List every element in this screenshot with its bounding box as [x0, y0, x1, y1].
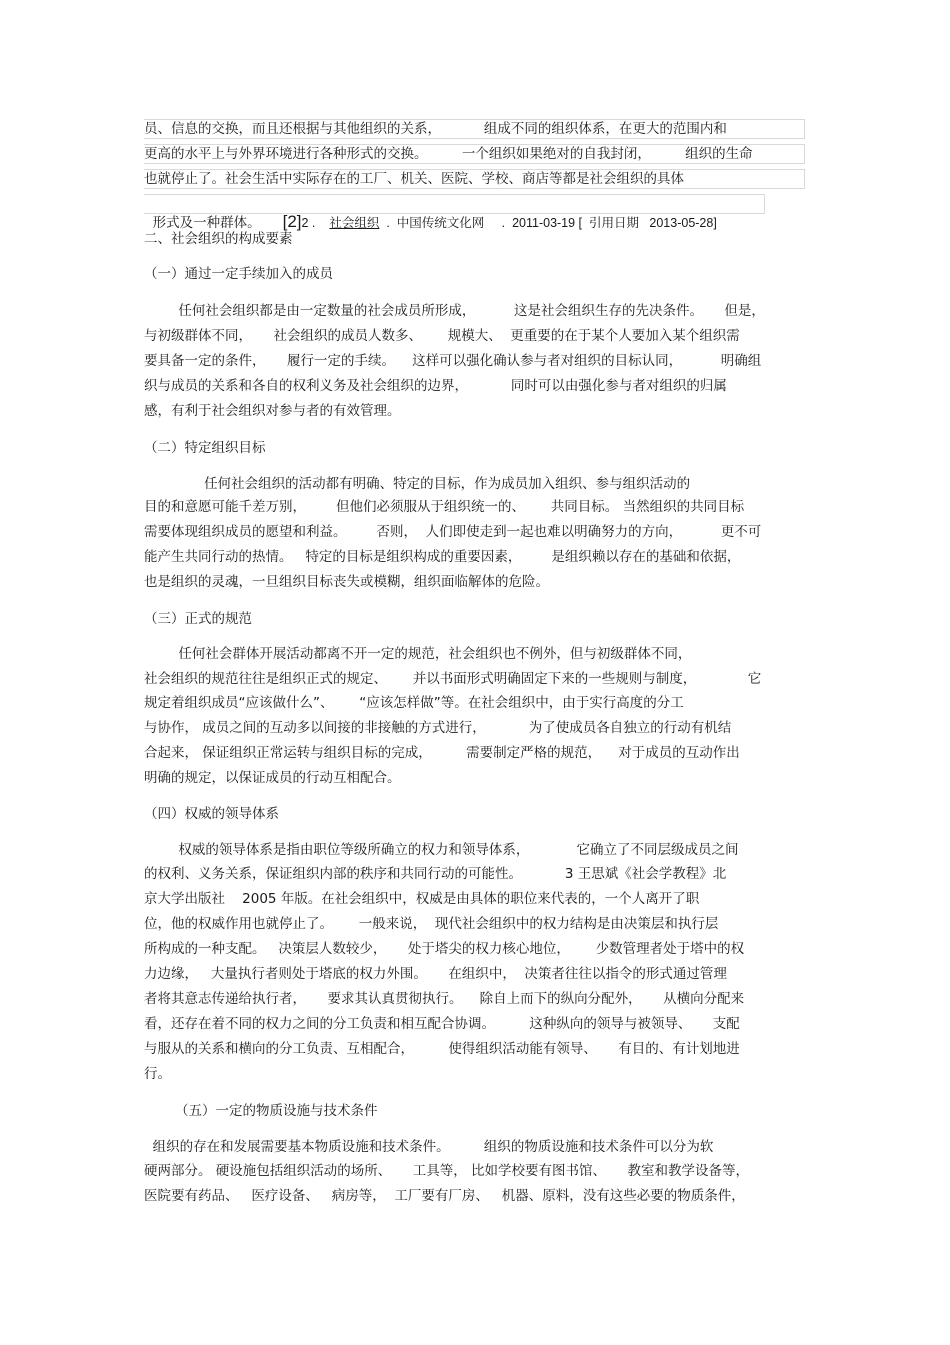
s3-line: 与协作， 成员之间的互动多以间接的非接触的方式进行， 为了使成员各自独立的行动有机结 — [144, 720, 732, 736]
s4-line: 力边缘， 大量执行者则处于塔底的权力外围。 在组织中， 决策者往往以指令的形式通过管理 — [144, 966, 727, 982]
s3-line: 明确的规定，以保证成员的行动互相配合。 — [144, 770, 401, 786]
s4-line: 权威的领导体系是指由职位等级所确立的权力和领导体系， 它确立了不同层级成员之间 — [144, 842, 739, 858]
s5-line: 医院要有药品、 医疗设备、 病房等， 工厂要有厂房、 机器、原料，没有这些必要的物质条件， — [144, 1188, 745, 1204]
footnote-number: 2 . — [301, 216, 316, 230]
s5-heading: （五）一定的物质设施与技术条件 — [175, 1103, 378, 1119]
s3-heading: （三）正式的规范 — [144, 611, 252, 627]
reference-marker: [2] — [282, 212, 302, 231]
s4-heading: （四）权威的领导体系 — [144, 806, 279, 822]
s4-line: 的权利、义务关系，保证组织内部的秩序和共同行动的可能性。 3 王思斌《社会学教程》北 — [144, 866, 727, 882]
s4-line: 者将其意志传递给执行者， 要求其认真贯彻执行。 除自上而下的纵向分配外， 从横向分配来 — [144, 991, 745, 1007]
s3-line: 任何社会群体开展活动都离不开一定的规范，社会组织也不例外，但与初级群体不同， — [144, 646, 692, 662]
s3-line: 社会组织的规范往往是组织正式的规定、 并以书面形式明确固定下来的一些规则与制度， 它 — [144, 671, 762, 687]
s1-heading: （一）通过一定手续加入的成员 — [144, 266, 333, 282]
s2-line: 需要体现组织成员的愿望和利益。 否则， 人们即使走到一起也难以明确努力的方向， 更不可 — [144, 524, 762, 540]
s5-line: 组织的存在和发展需要基本物质设施和技术条件。 组织的物质设施和技术条件可以分为软 — [144, 1139, 714, 1155]
top-line-1: 员、信息的交换，而且还根据与其他组织的关系， 组成不同的组织体系，在更大的范围内和 — [144, 119, 805, 139]
s1-line: 织与成员的关系和各自的权利义务及社会组织的边界， 同时可以由强化参与者对组织的归属 — [144, 378, 727, 394]
s5-line: 硬两部分。 硬设施包括组织活动的场所、 工具等， 比如学校要有图书馆、 教室和教学设备等， — [144, 1163, 749, 1179]
s1-line: 要具备一定的条件， 履行一定的手续。 这样可以强化确认参与者对组织的目标认同， 明确组 — [144, 353, 762, 369]
s2-line: 目的和意愿可能千差万别， 但他们必须服从于组织统一的、 共同目标。 当然组织的共同目标 — [144, 499, 745, 515]
top-line-3: 也就停止了。社会生活中实际存在的工厂、机关、医院、学校、商店等都是社会组织的具体 — [144, 169, 805, 189]
s3-line: 合起来， 保证组织正常运转与组织目标的完成， 需要制定严格的规范， 对于成员的互动作出 — [144, 745, 740, 761]
s4-line: 所构成的一种支配。 决策层人数较少， 处于塔尖的权力核心地位， 少数管理者处于塔中的权 — [144, 941, 745, 957]
top-line-4 — [144, 194, 765, 231]
s4-line: 看，还存在着不同的权力之间的分工负责和相互配合协调。 这种纵向的领导与被领导、 支配 — [144, 1016, 740, 1032]
s4-line: 位，他的权威作用也就停止了。 一般来说， 现代社会组织中的权力结构是由决策层和执行层 — [144, 916, 719, 932]
s2-heading: （二）特定组织目标 — [144, 440, 266, 456]
s2-line: 也是组织的灵魂，一旦组织目标丧失或模糊，组织面临解体的危险。 — [144, 574, 549, 590]
top-line-2: 更高的水平上与外界环境进行各种形式的交换。 一个组织如果绝对的自我封闭， 组织的生命 — [144, 144, 805, 164]
s1-line: 任何社会组织都是由一定数量的社会成员所形成， 这是社会组织生存的先决条件。 但是， — [144, 303, 765, 319]
s4-line: 京大学出版社 2005 年版。在社会组织中，权威是由具体的职位来代表的，一个人离开了职 — [144, 891, 700, 907]
s2-line: 任何社会组织的活动都有明确、特定的目标，作为成员加入组织、参与组织活动的 — [144, 476, 691, 492]
top-line-4-text: 形式及一种群体。 — [152, 215, 261, 231]
s1-line: 感，有利于社会组织对参与者的有效管理。 — [144, 403, 401, 419]
footnote-source: . 中国传统文化网 . 2011-03-19 [ 引用日期 2013-05-28] — [379, 216, 717, 230]
s4-line: 与服从的关系和横向的分工负责、互相配合， 使得组织活动能有领导、 有目的、有计划地进 — [144, 1041, 740, 1057]
footnote-link[interactable]: 社会组织 — [329, 216, 380, 230]
s1-line: 与初级群体不同， 社会组织的成员人数多、 规模大、 更重要的在于某个人要加入某个组织需 — [144, 328, 740, 344]
s2-line: 能产生共同行动的热情。 特定的目标是组织构成的重要因素， 是组织赖以存在的基础和依据， — [144, 549, 741, 565]
s3-line: 规定着组织成员“应该做什么”、 “应该怎样做”等。在社会组织中，由于实行高度的分工 — [144, 695, 684, 711]
section-title: 二、社会组织的构成要素 — [144, 231, 293, 247]
s4-line: 行。 — [144, 1066, 171, 1082]
